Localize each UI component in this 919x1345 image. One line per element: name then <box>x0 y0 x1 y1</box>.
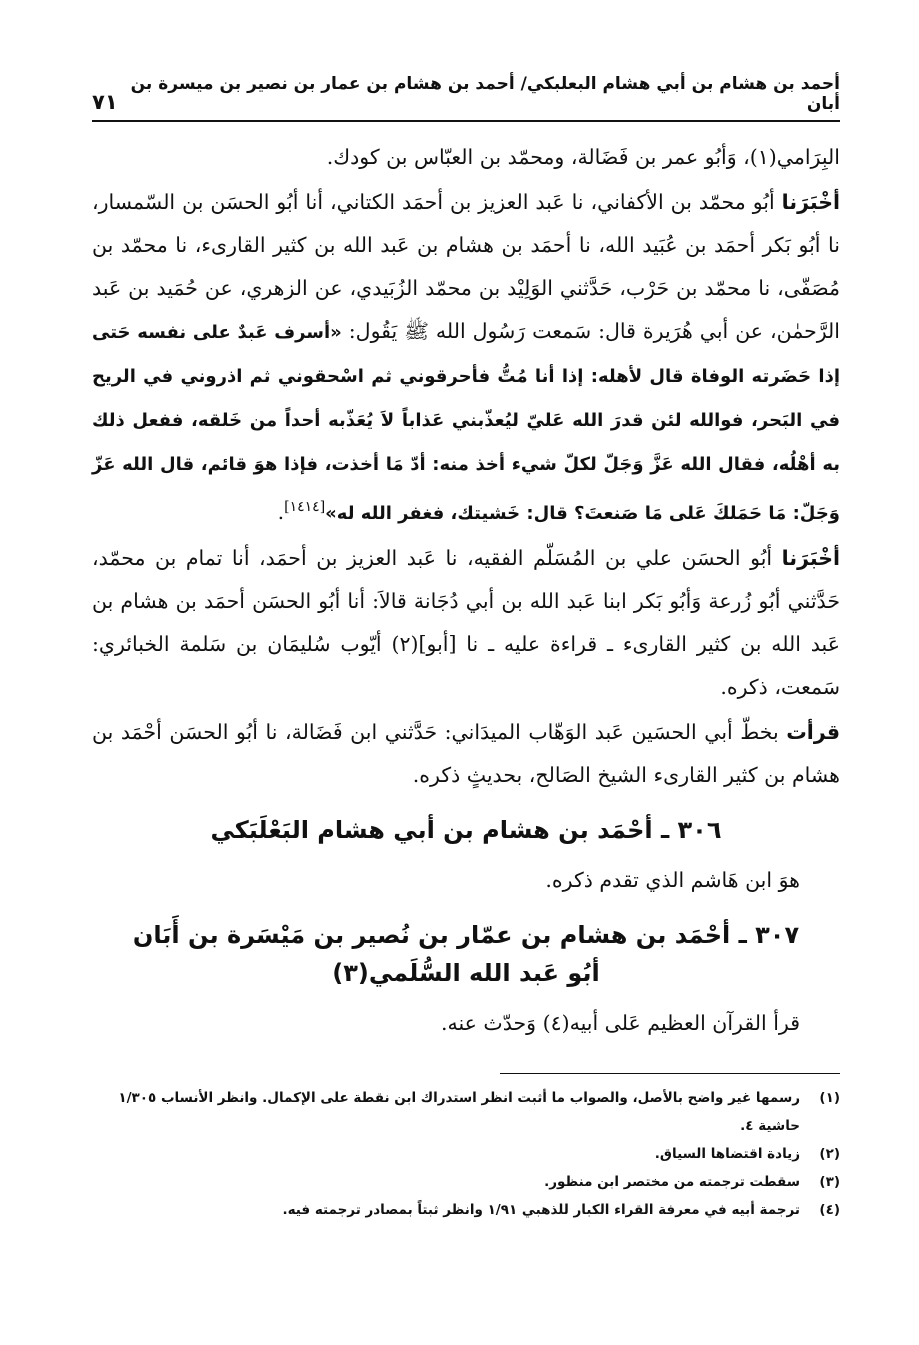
footnote-text: ترجمة أبيه في معرفة القراء الكبار للذهبي ١/٩١ وانظر ثبتاً بمصادر ترجمته فيه. <box>282 1201 800 1218</box>
paragraph-3 <box>92 537 840 709</box>
page-header <box>92 74 840 122</box>
paragraph-lead: أخْبَرَنا <box>781 545 840 570</box>
entry-307-title-line-1: ٣٠٧ ـ أحْمَد بن هشام بن عمّار بن نُصير بن مَيْسَرة بن أَبَان <box>132 920 800 949</box>
hadith-reference: [١٤١٤] <box>284 499 326 515</box>
paragraph-tail: . <box>277 499 285 524</box>
footnote-3 <box>92 1168 840 1196</box>
footnotes <box>92 1084 840 1224</box>
footnote-number: (١) <box>819 1089 840 1106</box>
paragraph-4 <box>92 711 840 797</box>
main-text <box>92 136 840 1045</box>
entry-307-text: قرأ القرآن العظيم عَلى أبيه(٤) وَحدّث عنه. <box>440 1010 800 1035</box>
footnote-text: رسمها غير واضح بالأصل، والصواب ما أثبت انظر استدراك ابن نقطة على الإكمال. وانظر الأنساب ١/٣٠٥ حاشية ٤. <box>118 1089 800 1134</box>
running-title: أحمد بن هشام بن أبي هشام البعلبكي/ أحمد بن هشام بن عمار بن نصير بن ميسرة بن أبان <box>130 74 840 114</box>
paragraph-1 <box>92 136 840 179</box>
entry-307-title <box>92 916 840 992</box>
footnote-divider <box>500 1073 840 1074</box>
footnote-1 <box>92 1084 840 1140</box>
paragraph-lead: قرأت <box>786 719 840 744</box>
footnote-text: سقطت ترجمته من مختصر ابن منظور. <box>544 1173 800 1190</box>
footnote-4 <box>92 1196 840 1224</box>
footnote-number: (٤) <box>819 1201 840 1218</box>
footnote-text: زيادة اقتضاها السياق. <box>654 1145 800 1162</box>
paragraph-lead: أخْبَرَنا <box>781 190 840 214</box>
footnote-number: (٣) <box>819 1173 840 1190</box>
footnote-2 <box>92 1140 840 1168</box>
paragraph-text: أبُو الحسَن علي بن المُسَلّم الفقيه، نا عَبد العزيز بن أحمَد، أنا تمام بن محمّد، حَدَّثني أبُو زُرعة وَأبُو بَكر ابنا عَبد الله بن أبي دُجَانة قالاَ: أنا أبُو الحسَن أحمَد بن هشام بن عَبد الله بن كثير القارىء ـ قراءة عليه ـ نا [أبو](٢) أيّوب سُليمَان بن سَلمة الخبائري: سَمعت، ذكره. <box>92 545 840 699</box>
paragraph-2 <box>92 181 840 535</box>
paragraph-text: بخطّ أبي الحسَين عَبد الوَهّاب الميدَاني: حَدَّثني ابن فَضَالة، نا أبُو الحسَن أحْمَد بن هشام بن كثير القارىء الشيخ الصَالح، بحديثٍ ذكره. <box>92 719 840 787</box>
book-page <box>92 74 840 1224</box>
hadith-text: «أسرف عَبدٌ على نفسه حَتى إذا حَضَرته الوفاة قال لأهله: إذا أنا مُتُّ فأحرقوني ثم اسْحقوني ثم اذروني في الريح في البَحر، فوالله لئن قدرَ الله عَليّ ليُعذّبني عَذاباً لاَ يُعَذّبه أحداً من خَلقه، ففعل ذلك به أهْلُه، فقال الله عَزَّ وَجَلّ لكلّ شيء أخذ منه: أدّ مَا أخذت، فإذا هوَ قائم، قال الله عَزّ وَجَلّ: مَا حَمَلكَ عَلى مَا صَنعتَ؟ قال: خَشيتك، فغفر الله له» <box>92 322 840 524</box>
entry-306-title: ٣٠٦ ـ أحْمَد بن هشام بن أبي هشام البَعْلَبَكي <box>210 815 722 844</box>
footnote-number: (٢) <box>819 1145 840 1162</box>
paragraph-text: البِرَامي(١)، وَأبُو عمر بن فَضَالة، ومحمّد بن العبّاس بن كودك. <box>326 145 840 169</box>
entry-306-text: هوَ ابن هَاشم الذي تقدم ذكره. <box>545 867 800 892</box>
entry-307-title-line-2: أبُو عَبد الله السُّلَمي(٣) <box>332 958 600 987</box>
paragraph-text: أبُو محمّد بن الأكفاني، نا عَبد العزيز بن أحمَد الكتاني، أنا أبُو الحسَن بن السّمسار، نا أبُو بَكر أحمَد بن عُبَيد الله، نا أحمَد بن هشام بن عَبد الله بن كثير القارىء، نا محمّد بن مُصَفّى، نا محمّد بن حَرْب، حَدَّثني الوَلِيْد بن محمّد الزُبَيدي، عن الزهري، عن حُمَيد بن عَبد الرَّحمٰن، عن أبي هُرَيرة قال: سَمعت رَسُول الله ﷺ يَقُول: <box>92 190 840 343</box>
page-number: ٧١ <box>92 90 118 114</box>
